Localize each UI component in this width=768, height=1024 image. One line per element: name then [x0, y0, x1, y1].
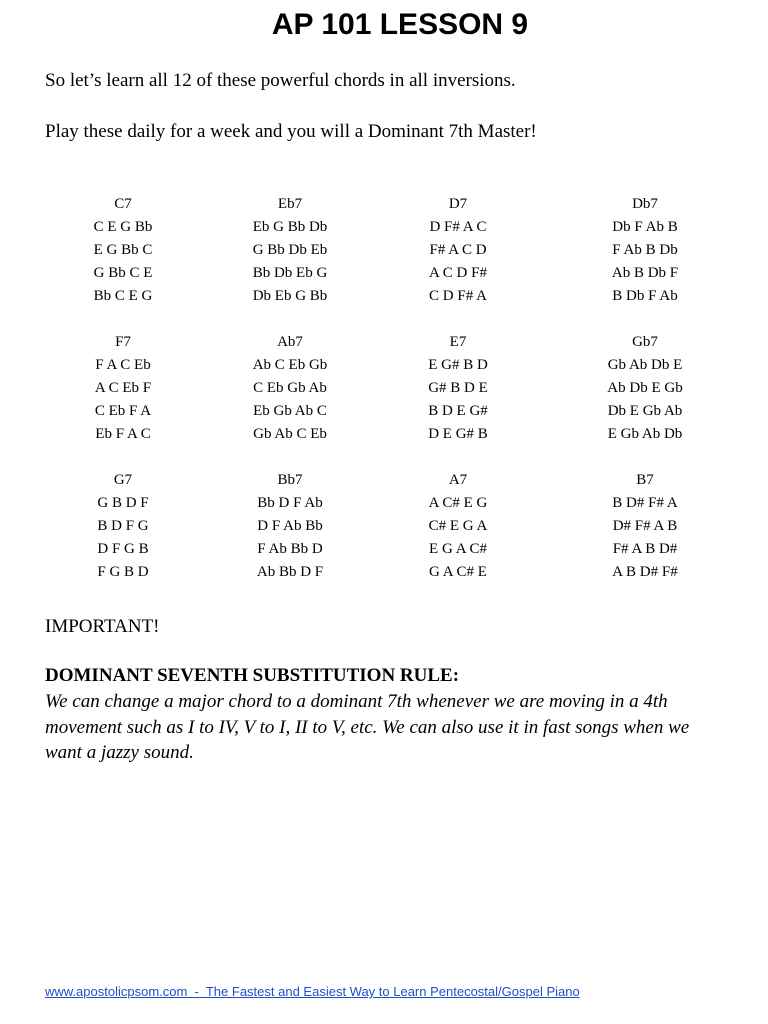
- chord-voicing: G Bb Db Eb: [252, 242, 328, 258]
- chord-voicing: C Eb Gb Ab: [253, 380, 327, 396]
- chord-voicing: Bb D F Ab: [257, 495, 323, 511]
- chord-name: Gb7: [632, 334, 658, 350]
- chord-block: [205, 469, 375, 584]
- chord-voicing: E G# B D: [428, 357, 488, 373]
- chord-voicing: Ab B Db F: [611, 265, 679, 281]
- chord-voicing: F# A B D#: [612, 541, 678, 557]
- chord-voicing: D E G# B: [428, 426, 488, 442]
- chord-name: C7: [114, 196, 132, 212]
- important-label: IMPORTANT!: [45, 616, 160, 637]
- chord-voicing: Db Eb G Bb: [252, 288, 328, 304]
- chord-grid: [0, 193, 768, 593]
- intro-text-2: Play these daily for a week and you will a Dominant 7th Master!: [45, 121, 537, 142]
- rule-body: We can change a major chord to a dominant 7th whenever we are moving in a 4th movement such as I to IV, V to I, II to V, etc. We can also use it in fast songs when we want a jazzy sound.: [45, 691, 690, 763]
- chord-voicing: D F# A C: [429, 219, 487, 235]
- chord-block: [38, 331, 208, 446]
- chord-block: [373, 331, 543, 446]
- chord-voicing: B D# F# A: [612, 495, 678, 511]
- chord-voicing: C D F# A: [429, 288, 487, 304]
- chord-voicing: C# E G A: [428, 518, 488, 534]
- chord-voicing: F Ab Bb D: [257, 541, 323, 557]
- chord-voicing: B D E G#: [428, 403, 488, 419]
- chord-voicing: G A C# E: [429, 564, 487, 580]
- chord-name: G7: [113, 472, 133, 488]
- chord-voicing: Gb Ab C Eb: [253, 426, 327, 442]
- chord-name: Ab7: [277, 334, 303, 350]
- chord-block: [560, 331, 730, 446]
- chord-voicing: G B D F: [97, 495, 149, 511]
- chord-row: [0, 331, 768, 461]
- chord-voicing: A C# E G: [428, 495, 488, 511]
- chord-row: [0, 193, 768, 323]
- chord-voicing: Eb F A C: [95, 426, 151, 442]
- chord-voicing: Db E Gb Ab: [607, 403, 683, 419]
- chord-voicing: F Ab B Db: [612, 242, 678, 258]
- chord-voicing: D F G B: [97, 541, 149, 557]
- chord-row: [0, 469, 768, 599]
- chord-block: [373, 193, 543, 308]
- chord-voicing: C E G Bb: [93, 219, 153, 235]
- chord-block: [560, 469, 730, 584]
- chord-name: Bb7: [277, 472, 303, 488]
- chord-voicing: F G B D: [97, 564, 149, 580]
- chord-name: E7: [449, 334, 467, 350]
- rule-heading: DOMINANT SEVENTH SUBSTITUTION RULE:: [45, 665, 460, 686]
- chord-voicing: Eb G Bb Db: [252, 219, 328, 235]
- chord-block: [205, 331, 375, 446]
- chord-voicing: Db F Ab B: [612, 219, 678, 235]
- chord-voicing: E G Bb C: [93, 242, 153, 258]
- chord-name: Db7: [632, 196, 658, 212]
- footer-link[interactable]: www.apostolicpsom.com - The Fastest and Easiest Way to Learn Pentecostal/Gospel Piano: [45, 984, 580, 999]
- chord-voicing: F# A C D: [429, 242, 487, 258]
- chord-block: [373, 469, 543, 584]
- chord-voicing: E Gb Ab Db: [607, 426, 683, 442]
- chord-name: A7: [448, 472, 468, 488]
- chord-voicing: E G A C#: [429, 541, 487, 557]
- chord-block: [205, 193, 375, 308]
- chord-voicing: A C Eb F: [94, 380, 152, 396]
- chord-voicing: D F Ab Bb: [257, 518, 323, 534]
- chord-name: B7: [636, 472, 654, 488]
- chord-name: F7: [115, 334, 131, 350]
- chord-name: D7: [448, 196, 468, 212]
- chord-voicing: Ab C Eb Gb: [252, 357, 328, 373]
- intro-text-1: So let’s learn all 12 of these powerful chords in all inversions.: [45, 70, 516, 91]
- chord-block: [38, 469, 208, 584]
- chord-voicing: G# B D E: [428, 380, 488, 396]
- chord-voicing: Gb Ab Db E: [607, 357, 683, 373]
- chord-voicing: Eb Gb Ab C: [253, 403, 327, 419]
- chord-voicing: B Db F Ab: [612, 288, 678, 304]
- chord-voicing: G Bb C E: [93, 265, 153, 281]
- chord-voicing: F A C Eb: [95, 357, 151, 373]
- chord-name: Eb7: [277, 196, 303, 212]
- chord-voicing: Ab Bb D F: [256, 564, 324, 580]
- chord-voicing: D# F# A B: [612, 518, 678, 534]
- chord-voicing: B D F G: [97, 518, 149, 534]
- page-title: AP 101 LESSON 9: [271, 8, 529, 41]
- chord-voicing: C Eb F A: [94, 403, 152, 419]
- chord-voicing: A C D F#: [429, 265, 487, 281]
- chord-voicing: Bb C E G: [93, 288, 153, 304]
- chord-voicing: Bb Db Eb G: [252, 265, 328, 281]
- chord-block: [38, 193, 208, 308]
- chord-voicing: A B D# F#: [612, 564, 678, 580]
- chord-block: [560, 193, 730, 308]
- chord-voicing: Ab Db E Gb: [607, 380, 683, 396]
